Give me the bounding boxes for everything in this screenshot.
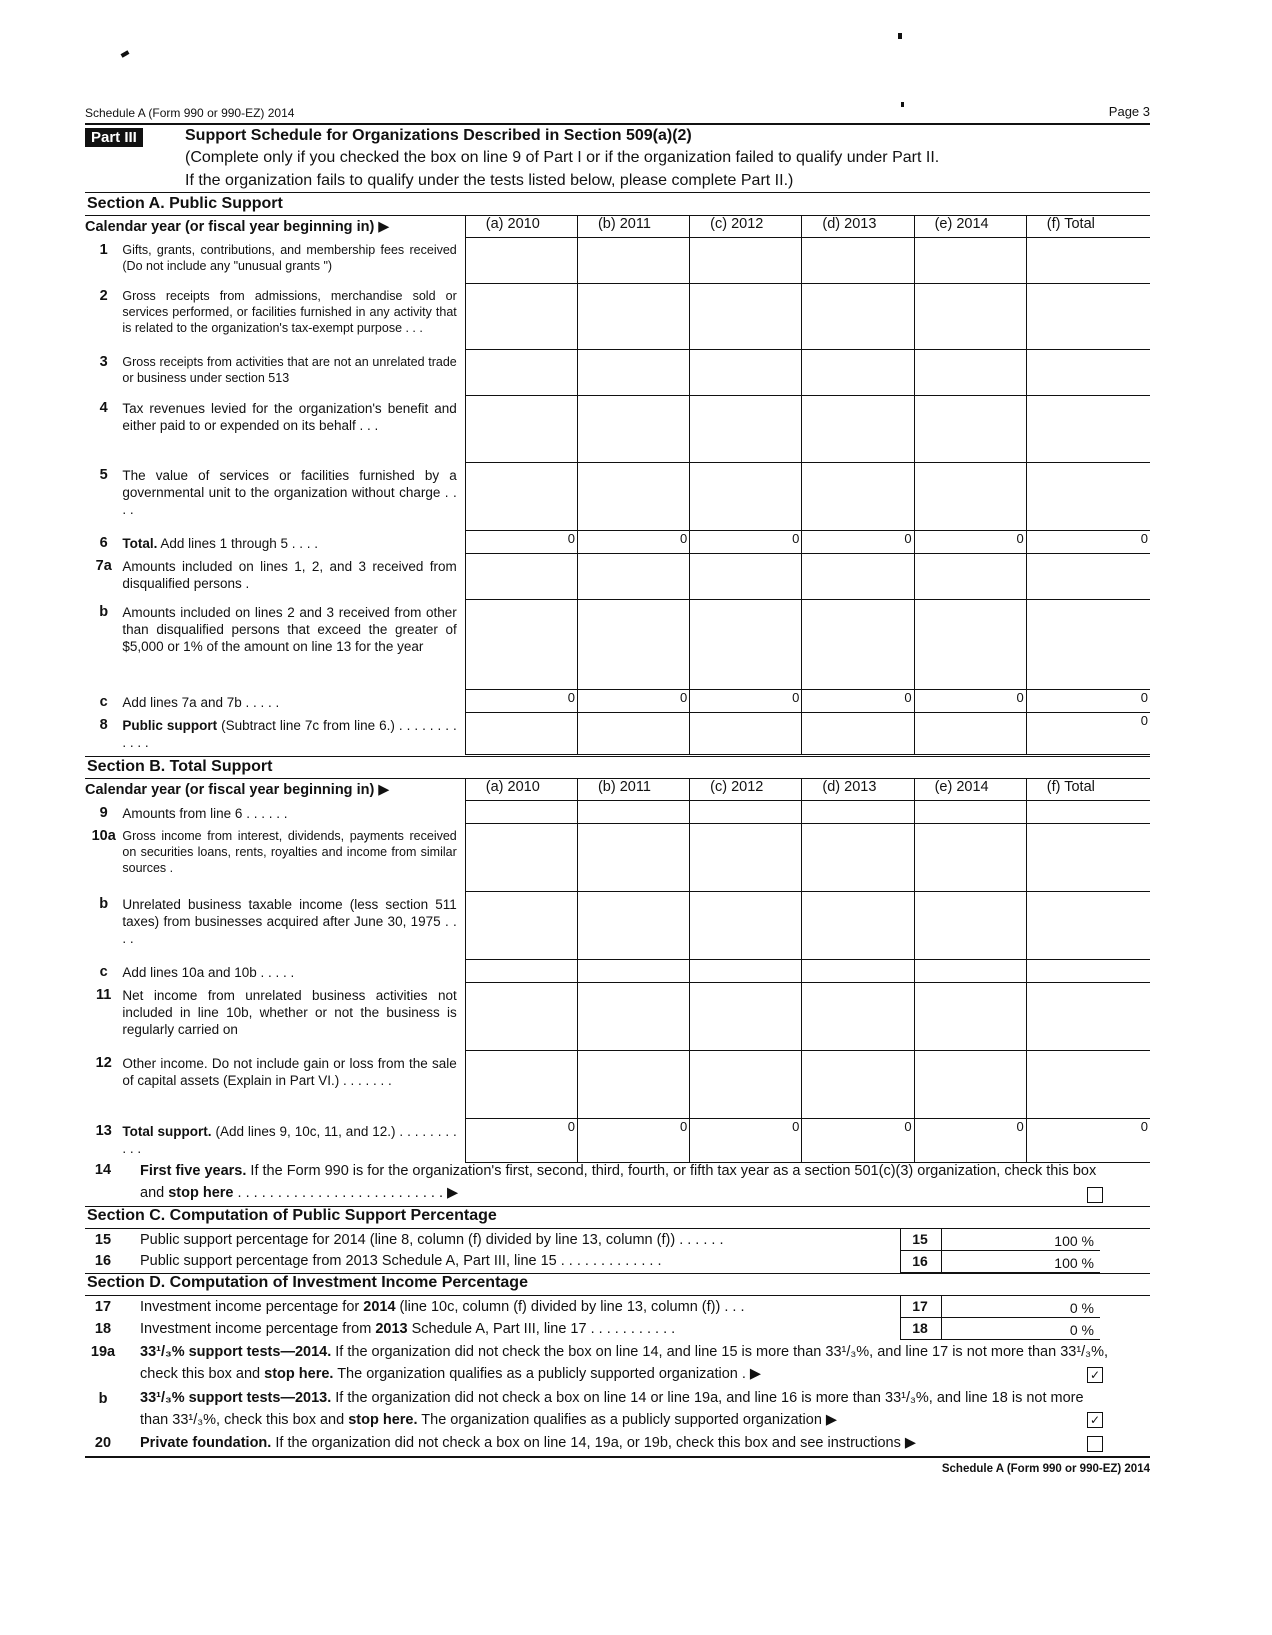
line-20-label: Private foundation. — [140, 1435, 272, 1451]
amount-cell-f[interactable] — [1026, 463, 1150, 531]
amount-cell-e[interactable] — [914, 713, 1026, 755]
line-4-row — [85, 396, 1150, 463]
amount-cell-b[interactable]: 0 — [577, 690, 689, 713]
line-label: Total support. — [122, 1123, 212, 1139]
line-15-box — [900, 1229, 942, 1251]
line-number: c — [99, 693, 108, 710]
col-header-e: (e) 2014 — [914, 216, 1026, 238]
line-18-desc-a: Investment income percentage from — [140, 1321, 376, 1337]
line-14-desc: If the Form 990 is for the organization's first, second, third, fourth, or fifth tax year as a section 501(c)(3) organization, check this box and — [140, 1163, 1097, 1201]
amount-cell-b[interactable]: 0 — [577, 531, 689, 554]
amount-cell-d[interactable] — [802, 554, 914, 600]
amount-cell-e[interactable]: 0 — [914, 690, 1026, 713]
amount-cell-f[interactable]: 0 — [1026, 690, 1150, 713]
amount-cell-f[interactable]: 0 — [1026, 713, 1150, 755]
line-17-value: 0 % — [1069, 1300, 1094, 1316]
line-text: Add lines 10a and 10b . . . . . — [122, 964, 295, 980]
amount-cell-c[interactable] — [690, 801, 802, 824]
amount-cell-e[interactable] — [914, 554, 1026, 600]
amount-cell-b[interactable] — [577, 284, 689, 350]
line-b-row — [85, 600, 1150, 690]
line-16-box-label: 16 — [912, 1253, 928, 1269]
line-9-row — [85, 801, 1150, 824]
line-description — [122, 463, 465, 531]
line-number: b — [99, 603, 109, 620]
amount-cell-a[interactable] — [465, 238, 577, 284]
line-17-year: 2014 — [363, 1299, 396, 1315]
divider — [85, 192, 1150, 193]
line-10a-row — [85, 824, 1150, 892]
line-16-value: 100 % — [1054, 1255, 1094, 1271]
col-header-a: (a) 2010 — [465, 216, 577, 238]
amount-cell-c[interactable] — [690, 1051, 802, 1119]
amount-cell-b[interactable] — [577, 463, 689, 531]
line-text: Gross receipts from admissions, merchandise sold or services performed, or facilities furnished in any activity that is related to the organization's tax-exempt purpose . . . — [122, 288, 457, 335]
amount-cell-a[interactable] — [465, 350, 577, 396]
amount-cell-c[interactable] — [690, 892, 802, 960]
line-text: Net income from unrelated business activities not included in line 10b, whether or not the business is regularly carried on — [122, 987, 457, 1037]
col-header-d: (d) 2013 — [802, 216, 914, 238]
section-b-title: Section B. Total Support — [87, 758, 273, 775]
line-text: Amounts from line 6 . . . . . . — [122, 805, 288, 821]
line-17-box-label: 17 — [912, 1298, 928, 1314]
line-number: 13 — [95, 1122, 112, 1139]
line-c-row — [85, 960, 1150, 983]
line-17-desc — [140, 1299, 744, 1315]
amount-cell-f[interactable] — [1026, 238, 1150, 284]
line-text: Other income. Do not include gain or loss from the sale of capital assets (Explain in Part VI.) . . . . . . . — [122, 1055, 457, 1088]
amount-cell-f[interactable] — [1026, 892, 1150, 960]
line-number: 12 — [95, 1054, 112, 1071]
amount-cell-e[interactable] — [914, 238, 1026, 284]
line-b-row — [85, 892, 1150, 960]
section-c-title: Section C. Computation of Public Support Percentage — [87, 1207, 497, 1224]
amount-cell-c[interactable] — [690, 600, 802, 690]
line-number: 16 — [94, 1253, 112, 1269]
line-16-value-box — [940, 1251, 1100, 1273]
line-description — [122, 554, 465, 600]
line-7a-row — [85, 554, 1150, 600]
line-description — [122, 690, 465, 713]
scan-speck — [121, 50, 130, 57]
amount-cell-c[interactable] — [690, 824, 802, 892]
line-text: Gross income from interest, dividends, payments received on securities loans, rents, royalties and income from similar sources . — [122, 828, 457, 875]
line-16-desc: Public support percentage from 2013 Schedule A, Part III, line 15 . . . . . . . . . . . . . — [140, 1253, 662, 1269]
col-header-d: (d) 2013 — [802, 779, 914, 801]
amount-cell-d[interactable] — [802, 350, 914, 396]
amount-cell-d[interactable] — [802, 396, 914, 463]
amount-cell-f[interactable] — [1026, 983, 1150, 1051]
line-15-box-label: 15 — [912, 1231, 928, 1247]
amount-cell-a[interactable] — [465, 284, 577, 350]
col-header-e: (e) 2014 — [914, 779, 1026, 801]
col-header-f: (f) Total — [1026, 779, 1150, 801]
line-text: The value of services or facilities furnished by a governmental unit to the organization without charge . . . . — [122, 467, 457, 517]
amount-cell-e[interactable] — [914, 983, 1026, 1051]
line-text: Amounts included on lines 2 and 3 received from other than disqualified persons that exceed the greater of $5,000 or 1% of the amount on line 13 for the year — [122, 604, 457, 654]
amount-cell-d[interactable] — [802, 983, 914, 1051]
line-19b-label: 33¹/₃% support tests—2013. — [140, 1390, 332, 1406]
line-12-row — [85, 1051, 1150, 1119]
section-d-title: Section D. Computation of Investment Income Percentage — [87, 1274, 528, 1291]
line-number: 20 — [94, 1435, 112, 1451]
line-description — [122, 350, 465, 396]
line-13-row — [85, 1119, 1150, 1163]
amount-cell-a[interactable]: 0 — [465, 1119, 577, 1163]
amount-cell-f[interactable] — [1026, 350, 1150, 396]
amount-cell-c[interactable] — [690, 713, 802, 755]
line-19a-checkbox[interactable]: ✓ — [1087, 1367, 1103, 1383]
line-20-desc: If the organization did not check a box on line 14, 19a, or 19b, check this box and see instructions ▶ — [271, 1435, 917, 1451]
line-18-desc — [140, 1321, 675, 1337]
calendar-year-label: Calendar year (or fiscal year beginning in) ▶ — [85, 218, 390, 235]
amount-cell-f[interactable]: 0 — [1026, 1119, 1150, 1163]
footer-rule — [85, 1456, 1150, 1458]
amount-cell-d[interactable] — [802, 600, 914, 690]
amount-cell-e[interactable] — [914, 824, 1026, 892]
line-15-value: 100 % — [1054, 1233, 1094, 1249]
section-a-title: Section A. Public Support — [87, 195, 283, 212]
line-description — [122, 531, 465, 554]
amount-cell-d[interactable]: 0 — [802, 531, 914, 554]
amount-cell-e[interactable] — [914, 396, 1026, 463]
amount-cell-a[interactable] — [465, 600, 577, 690]
line-label: Public support — [122, 717, 218, 733]
col-header-a: (a) 2010 — [465, 779, 577, 801]
line-description — [122, 824, 465, 892]
line-label: Total. — [122, 535, 158, 551]
header-rule — [85, 123, 1150, 125]
amount-cell-f[interactable] — [1026, 554, 1150, 600]
line-19b-checkbox[interactable]: ✓ — [1087, 1412, 1103, 1428]
line-text: Unrelated business taxable income (less section 511 taxes) from businesses acquired after June 30, 1975 . . . . — [122, 896, 457, 946]
line-2-row — [85, 284, 1150, 350]
amount-cell-a[interactable] — [465, 960, 577, 983]
line-16-box — [900, 1251, 942, 1273]
line-14-text — [140, 1160, 1115, 1204]
amount-cell-c[interactable] — [690, 554, 802, 600]
amount-cell-e[interactable] — [914, 284, 1026, 350]
line-6-row — [85, 531, 1150, 554]
line-text: Add lines 7a and 7b . . . . . — [122, 694, 280, 710]
amount-cell-a[interactable]: 0 — [465, 690, 577, 713]
line-14-checkbox[interactable] — [1087, 1187, 1103, 1203]
part-iii-instructions-1: (Complete only if you checked the box on line 9 of Part I or if the organization failed to qualify under Part II. — [185, 149, 940, 166]
line-19b-tail: The organization qualifies as a publicly supported organization ▶ — [417, 1412, 838, 1428]
amount-cell-b[interactable] — [577, 824, 689, 892]
line-19a-text — [140, 1341, 1115, 1385]
line-18-box — [900, 1318, 942, 1340]
amount-cell-d[interactable] — [802, 801, 914, 824]
amount-cell-a[interactable] — [465, 713, 577, 755]
amount-cell-b[interactable] — [577, 1051, 689, 1119]
line-description — [122, 1051, 465, 1119]
line-19a-stop: stop here. — [264, 1366, 334, 1382]
amount-cell-b[interactable]: 0 — [577, 1119, 689, 1163]
line-1-row — [85, 238, 1150, 284]
line-14-leader: . . . . . . . . . . . . . . . . . . . . . . . . . . ▶ — [237, 1185, 459, 1201]
line-18-value: 0 % — [1069, 1322, 1094, 1338]
line-c-row — [85, 690, 1150, 713]
line-17-value-box — [940, 1296, 1100, 1318]
line-19a-desc: If the organization did not check the box on line 14, and line 15 is more than 33¹/₃%, and line 17 is not more than 33¹/₃%, check this box and — [140, 1344, 1109, 1382]
scan-speck — [901, 102, 904, 107]
amount-cell-b[interactable] — [577, 238, 689, 284]
amount-cell-d[interactable] — [802, 960, 914, 983]
line-number: 6 — [99, 534, 108, 551]
amount-cell-c[interactable] — [690, 350, 802, 396]
amount-cell-f[interactable]: 0 — [1026, 531, 1150, 554]
amount-cell-d[interactable] — [802, 713, 914, 755]
line-18-desc-b: Schedule A, Part III, line 17 . . . . . . . . . . . — [407, 1321, 676, 1337]
line-18-year: 2013 — [375, 1321, 408, 1337]
amount-cell-e[interactable] — [914, 801, 1026, 824]
form-footer: Schedule A (Form 990 or 990-EZ) 2014 — [941, 1463, 1150, 1475]
amount-cell-d[interactable] — [802, 1051, 914, 1119]
line-8-row — [85, 713, 1150, 755]
amount-cell-c[interactable]: 0 — [690, 531, 802, 554]
line-text: (Subtract line 7c from line 6.) . . . . . . . . . . . . — [122, 717, 457, 750]
line-number: b — [98, 1391, 108, 1407]
line-description — [122, 801, 465, 824]
amount-cell-e[interactable] — [914, 350, 1026, 396]
amount-cell-a[interactable] — [465, 1051, 577, 1119]
line-14-label: First five years. — [140, 1163, 247, 1179]
line-number: 15 — [94, 1232, 112, 1248]
line-description — [122, 1119, 465, 1163]
amount-cell-c[interactable] — [690, 396, 802, 463]
line-text: Gross receipts from activities that are not an unrelated trade or business under section 513 — [122, 354, 457, 385]
line-20-checkbox[interactable] — [1087, 1436, 1103, 1452]
line-19b-desc: If the organization did not check a box on line 14 or line 19a, and line 16 is more than 33¹/₃%, and line 18 is not more than 33¹/₃%, check this box and — [140, 1390, 1084, 1428]
amount-cell-d[interactable] — [802, 892, 914, 960]
amount-cell-a[interactable] — [465, 396, 577, 463]
line-number: 18 — [94, 1321, 112, 1337]
calendar-year-label: Calendar year (or fiscal year beginning in) ▶ — [85, 781, 390, 798]
line-17-desc-a: Investment income percentage for — [140, 1299, 364, 1315]
line-19b-text — [140, 1387, 1115, 1431]
amount-cell-d[interactable]: 0 — [802, 690, 914, 713]
line-description — [122, 396, 465, 463]
line-number: b — [99, 895, 109, 912]
amount-cell-b[interactable] — [577, 396, 689, 463]
col-header-b: (b) 2011 — [577, 216, 689, 238]
amount-cell-c[interactable] — [690, 960, 802, 983]
form-reference: Schedule A (Form 990 or 990-EZ) 2014 — [85, 106, 295, 120]
section-a-table — [85, 215, 1150, 755]
amount-cell-b[interactable] — [577, 600, 689, 690]
scan-speck — [898, 33, 902, 39]
line-number: 2 — [99, 287, 108, 304]
amount-cell-a[interactable] — [465, 463, 577, 531]
line-19b-stop: stop here. — [348, 1412, 418, 1428]
line-text: Add lines 1 through 5 . . . . — [157, 535, 318, 551]
part-iii-tag: Part III — [85, 128, 143, 147]
line-description — [122, 960, 465, 983]
line-17-desc-b: (line 10c, column (f) divided by line 13, column (f)) . . . — [395, 1299, 745, 1315]
amount-cell-e[interactable] — [914, 960, 1026, 983]
amount-cell-f[interactable] — [1026, 284, 1150, 350]
amount-cell-b[interactable] — [577, 713, 689, 755]
amount-cell-f[interactable] — [1026, 396, 1150, 463]
amount-cell-e[interactable]: 0 — [914, 1119, 1026, 1163]
amount-cell-e[interactable]: 0 — [914, 531, 1026, 554]
line-17-box — [900, 1296, 942, 1318]
amount-cell-b[interactable] — [577, 892, 689, 960]
amount-cell-e[interactable] — [914, 892, 1026, 960]
amount-cell-b[interactable] — [577, 983, 689, 1051]
amount-cell-c[interactable] — [690, 238, 802, 284]
amount-cell-e[interactable] — [914, 600, 1026, 690]
line-number: 4 — [99, 399, 108, 416]
amount-cell-c[interactable] — [690, 463, 802, 531]
line-19a-tail: The organization qualifies as a publicly supported organization . ▶ — [333, 1366, 762, 1382]
line-20-text — [140, 1432, 1115, 1454]
line-11-row — [85, 983, 1150, 1051]
amount-cell-c[interactable]: 0 — [690, 690, 802, 713]
col-header-c: (c) 2012 — [690, 216, 802, 238]
amount-cell-f[interactable] — [1026, 824, 1150, 892]
amount-cell-c[interactable] — [690, 983, 802, 1051]
amount-cell-a[interactable] — [465, 824, 577, 892]
line-number: 14 — [94, 1162, 112, 1178]
amount-cell-d[interactable] — [802, 824, 914, 892]
amount-cell-e[interactable] — [914, 1051, 1026, 1119]
line-description — [122, 983, 465, 1051]
part-iii-title: Support Schedule for Organizations Described in Section 509(a)(2) — [185, 127, 692, 144]
amount-cell-a[interactable] — [465, 801, 577, 824]
line-3-row — [85, 350, 1150, 396]
section-b-table — [85, 778, 1150, 1163]
amount-cell-a[interactable]: 0 — [465, 531, 577, 554]
line-text: Amounts included on lines 1, 2, and 3 received from disqualified persons . — [122, 558, 457, 591]
line-description — [122, 238, 465, 284]
line-number: 11 — [96, 986, 112, 1003]
part-iii-instructions-2: If the organization fails to qualify under the tests listed below, please complete Part II.) — [185, 172, 794, 189]
line-text: Tax revenues levied for the organization's benefit and either paid to or expended on its behalf . . . — [122, 400, 457, 433]
line-text: Gifts, grants, contributions, and membership fees received (Do not include any "unusual grants ") — [122, 242, 457, 273]
line-number: 9 — [99, 804, 108, 821]
line-number: 5 — [99, 466, 108, 483]
amount-cell-a[interactable] — [465, 554, 577, 600]
line-number: c — [99, 963, 108, 980]
amount-cell-f[interactable] — [1026, 801, 1150, 824]
line-19a-label: 33¹/₃% support tests—2014. — [140, 1344, 332, 1360]
amount-cell-b[interactable] — [577, 350, 689, 396]
amount-cell-b[interactable] — [577, 801, 689, 824]
line-14-stop: stop here — [168, 1185, 234, 1201]
line-15-desc: Public support percentage for 2014 (line 8, column (f) divided by line 13, column (f)) . . . . . . — [140, 1232, 724, 1248]
line-number: 1 — [99, 241, 108, 258]
line-5-row — [85, 463, 1150, 531]
line-description — [122, 713, 465, 755]
amount-cell-e[interactable] — [914, 463, 1026, 531]
line-number: 7a — [95, 557, 112, 574]
line-18-box-label: 18 — [912, 1320, 928, 1336]
amount-cell-d[interactable] — [802, 463, 914, 531]
line-18-value-box — [940, 1318, 1100, 1340]
amount-cell-f[interactable] — [1026, 600, 1150, 690]
amount-cell-c[interactable] — [690, 284, 802, 350]
amount-cell-c[interactable]: 0 — [690, 1119, 802, 1163]
line-15-value-box — [940, 1229, 1100, 1251]
line-description — [122, 600, 465, 690]
line-description — [122, 284, 465, 350]
col-header-b: (b) 2011 — [577, 779, 689, 801]
page-number: Page 3 — [1108, 104, 1150, 119]
amount-cell-d[interactable] — [802, 284, 914, 350]
line-number: 3 — [99, 353, 108, 370]
line-number: 10a — [91, 827, 116, 844]
line-text: (Add lines 9, 10c, 11, and 12.) . . . . . . . . . . . — [122, 1123, 457, 1156]
amount-cell-f[interactable] — [1026, 1051, 1150, 1119]
line-description — [122, 892, 465, 960]
divider — [85, 756, 1150, 757]
amount-cell-d[interactable] — [802, 238, 914, 284]
line-number: 8 — [99, 716, 108, 733]
amount-cell-b[interactable] — [577, 960, 689, 983]
amount-cell-d[interactable]: 0 — [802, 1119, 914, 1163]
col-header-c: (c) 2012 — [690, 779, 802, 801]
amount-cell-f[interactable] — [1026, 960, 1150, 983]
col-header-f: (f) Total — [1026, 216, 1150, 238]
amount-cell-b[interactable] — [577, 554, 689, 600]
amount-cell-a[interactable] — [465, 983, 577, 1051]
line-number: 17 — [94, 1299, 112, 1315]
line-number: 19a — [90, 1344, 116, 1360]
amount-cell-a[interactable] — [465, 892, 577, 960]
